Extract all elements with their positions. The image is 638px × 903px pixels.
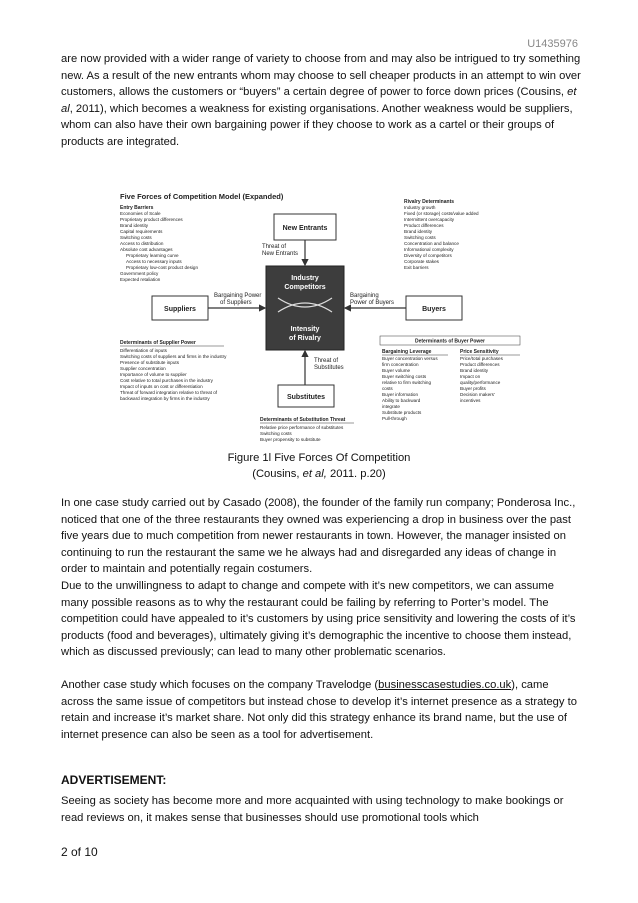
svg-text:Brand identity: Brand identity bbox=[460, 368, 489, 373]
rivalry-determinants-list bbox=[404, 199, 479, 270]
entry-barriers-list bbox=[120, 205, 198, 282]
bp-buyers-2: Power of Buyers bbox=[350, 300, 395, 306]
svg-text:Proprietary product difference: Proprietary product differences bbox=[120, 217, 183, 222]
paragraph-5: Seeing as society has become more and more acquainted with using technology to make bookings or read reviews on, it makes sense that businesses should use promotional tools which bbox=[61, 795, 564, 824]
substitutes-label: Substitutes bbox=[286, 394, 326, 401]
bp-suppliers-1: Bargaining Power bbox=[214, 293, 262, 299]
svg-text:Price/total purchases: Price/total purchases bbox=[460, 356, 503, 361]
bp-suppliers-2: of Suppliers bbox=[220, 300, 252, 306]
svg-text:incentives: incentives bbox=[460, 398, 481, 403]
svg-text:backward integration by firms: backward integration by firms in the industry bbox=[120, 396, 210, 401]
industry-label-2: Competitors bbox=[284, 284, 326, 291]
intensity-label-2: of Rivalry bbox=[289, 335, 321, 342]
paragraph-3: Due to the unwillingness to adapt to change and compete with it’s new competitors, we can assume many possible reasons as to why the restaurant could be failing by referring to Porter’s model. The competition could have appealed to it’s customers by using price sensitivity and lowering the costs of it’s products (food and beverages), ultimately giving it’s demographic the incentive to choose them instead, which as discussed previously; can lead to many other problematic scenarios. bbox=[61, 580, 576, 659]
svg-text:Product differences: Product differences bbox=[460, 362, 500, 367]
svg-text:Absolute cost advantages: Absolute cost advantages bbox=[120, 247, 173, 252]
svg-text:Access to distribution: Access to distribution bbox=[120, 241, 164, 246]
svg-text:Substitute products: Substitute products bbox=[382, 410, 422, 415]
svg-text:Relative price performance of: Relative price performance of substitutes bbox=[260, 425, 344, 430]
svg-text:Industry growth: Industry growth bbox=[404, 205, 436, 210]
five-forces-diagram bbox=[118, 190, 526, 445]
section-heading: ADVERTISEMENT: bbox=[61, 773, 167, 787]
svg-text:Buyer propensity to substitute: Buyer propensity to substitute bbox=[260, 437, 321, 442]
substitution-threat-list bbox=[260, 417, 354, 442]
svg-text:Pull-through: Pull-through bbox=[382, 416, 407, 421]
source-link[interactable]: businesscasestudies.co.uk bbox=[378, 679, 512, 691]
svg-text:Switching costs: Switching costs bbox=[120, 235, 152, 240]
bp-buyers-1: Bargaining bbox=[350, 293, 379, 299]
svg-text:Intermittent overcapacity: Intermittent overcapacity bbox=[404, 217, 455, 222]
new-entrants-label: New Entrants bbox=[282, 225, 328, 232]
svg-text:Threat of forward integration: Threat of forward integration relative to threat of bbox=[120, 390, 218, 395]
svg-text:Switching costs: Switching costs bbox=[404, 235, 436, 240]
paragraph-2: In one case study carried out by Casado (2008), the founder of the family run company; Ponderosa Inc., noticed that one of the three restaurants they owned was experiencing a drop in business over the past five years due to much competition from newer restaurants in town. However, the manager insisted on continuing to run the restaurant the same we he always had and disregarded any ideas of change in order to maintain and potentially regain costumers. bbox=[61, 497, 576, 576]
svg-text:Buyer profits: Buyer profits bbox=[460, 386, 486, 391]
svg-text:Decision makers': Decision makers' bbox=[460, 392, 495, 397]
svg-text:costs: costs bbox=[382, 386, 393, 391]
svg-text:Price Sensitivity: Price Sensitivity bbox=[460, 349, 499, 355]
svg-text:Supplier concentration: Supplier concentration bbox=[120, 366, 166, 371]
svg-text:Presence of substitute inputs: Presence of substitute inputs bbox=[120, 360, 179, 365]
svg-text:Government policy: Government policy bbox=[120, 271, 159, 276]
svg-text:Brand identity: Brand identity bbox=[120, 223, 149, 228]
figure-caption-line2: (Cousins, et al, 2011. p.20) bbox=[252, 468, 386, 480]
buyer-power-list bbox=[380, 336, 520, 421]
paragraph-4: Another case study which focuses on the company Travelodge (businesscasestudies.co.uk), came across the same issue of competitors but instead chose to develop it’s internet presence as a strategy to retain and increase it’s market share. Not only did this strategy enhance its brand name, but the use of internet presence can also be seen as a tool for advertisement. bbox=[61, 679, 577, 741]
svg-text:Importance of volume to suppli: Importance of volume to supplier bbox=[120, 372, 187, 377]
threat-new-2: New Entrants bbox=[262, 251, 299, 257]
buyers-label: Buyers bbox=[422, 306, 446, 313]
svg-text:firm concentration: firm concentration bbox=[382, 362, 419, 367]
svg-text:Determinants of Substitution T: Determinants of Substitution Threat bbox=[260, 417, 346, 423]
svg-text:Cost relative to total purchas: Cost relative to total purchases in the industry bbox=[120, 378, 213, 383]
svg-text:Capital requirements: Capital requirements bbox=[120, 229, 163, 234]
svg-text:Diversity of competitors: Diversity of competitors bbox=[404, 253, 452, 258]
svg-text:Brand identity: Brand identity bbox=[404, 229, 433, 234]
svg-text:Exit barriers: Exit barriers bbox=[404, 265, 429, 270]
svg-text:Determinants of Buyer Power: Determinants of Buyer Power bbox=[414, 338, 486, 345]
svg-text:Determinants of Supplier Power: Determinants of Supplier Power bbox=[120, 340, 196, 346]
svg-text:Buyer information: Buyer information bbox=[382, 392, 419, 397]
five-forces-figure bbox=[118, 190, 526, 445]
svg-text:Differentiation of inputs: Differentiation of inputs bbox=[120, 348, 167, 353]
paragraph-1: are now provided with a wider range of variety to choose from and may also be intrigued to try something new. As a result of the new entrants whom may choose to sell cheaper products in an attempt to win over customers, allows the customers or “buyers” a certain degree of power to force down prices (Cousins, et al, 2011), which becomes a weakness for existing organisations. Another weakness would be suppliers, whom can also have their own bargaining power if they choose to work as a cartel or their groups of products are integrated. bbox=[61, 53, 581, 148]
svg-text:Switching costs of suppliers a: Switching costs of suppliers and firms in the industry bbox=[120, 354, 227, 359]
industry-label-1: Industry bbox=[291, 275, 319, 282]
threat-new-1: Threat of bbox=[262, 244, 287, 250]
threat-sub-1: Threat of bbox=[314, 358, 339, 364]
suppliers-label: Suppliers bbox=[164, 306, 196, 313]
svg-text:Ability to backward: Ability to backward bbox=[382, 398, 421, 403]
svg-text:Economies of Scale: Economies of Scale bbox=[120, 211, 161, 216]
svg-text:Fixed (or storage) costs/value: Fixed (or storage) costs/value added bbox=[404, 211, 479, 216]
svg-text:Buyer switching costs: Buyer switching costs bbox=[382, 374, 427, 379]
figure-caption-line1: Figure 1l Five Forces Of Competition bbox=[227, 452, 411, 464]
svg-text:Product differences: Product differences bbox=[404, 223, 444, 228]
figure-title: Five Forces of Competition Model (Expanded) bbox=[120, 192, 284, 201]
intensity-label-1: Intensity bbox=[290, 326, 320, 333]
svg-text:Proprietary learning curve: Proprietary learning curve bbox=[126, 253, 179, 258]
svg-text:Bargaining Leverage: Bargaining Leverage bbox=[382, 349, 432, 355]
svg-text:Proprietary low-cost product d: Proprietary low-cost product design bbox=[126, 265, 199, 270]
svg-text:Switching costs: Switching costs bbox=[260, 431, 292, 436]
svg-text:Rivalry Determinants: Rivalry Determinants bbox=[404, 199, 455, 205]
svg-text:Entry Barriers: Entry Barriers bbox=[120, 205, 154, 211]
svg-text:Impact on: Impact on bbox=[460, 374, 481, 379]
document-id: U1435976 bbox=[527, 38, 578, 50]
svg-text:relative to firm switching: relative to firm switching bbox=[382, 380, 432, 385]
svg-text:quality/performance: quality/performance bbox=[460, 380, 501, 385]
svg-text:Buyer concentration versus: Buyer concentration versus bbox=[382, 356, 438, 361]
supplier-power-list bbox=[120, 340, 227, 401]
svg-text:Expected retaliation: Expected retaliation bbox=[120, 277, 161, 282]
svg-text:Informational complexity: Informational complexity bbox=[404, 247, 454, 252]
page-number: 2 of 10 bbox=[61, 845, 98, 859]
svg-text:Impact of inputs on cost or di: Impact of inputs on cost or differentiation bbox=[120, 384, 203, 389]
svg-text:Concentration and balance: Concentration and balance bbox=[404, 241, 459, 246]
svg-text:Access to necessary inputs: Access to necessary inputs bbox=[126, 259, 182, 264]
svg-text:Corporate stakes: Corporate stakes bbox=[404, 259, 439, 264]
svg-text:integrate: integrate bbox=[382, 404, 400, 409]
svg-text:Buyer volume: Buyer volume bbox=[382, 368, 411, 373]
threat-sub-2: Substitutes bbox=[314, 365, 344, 371]
